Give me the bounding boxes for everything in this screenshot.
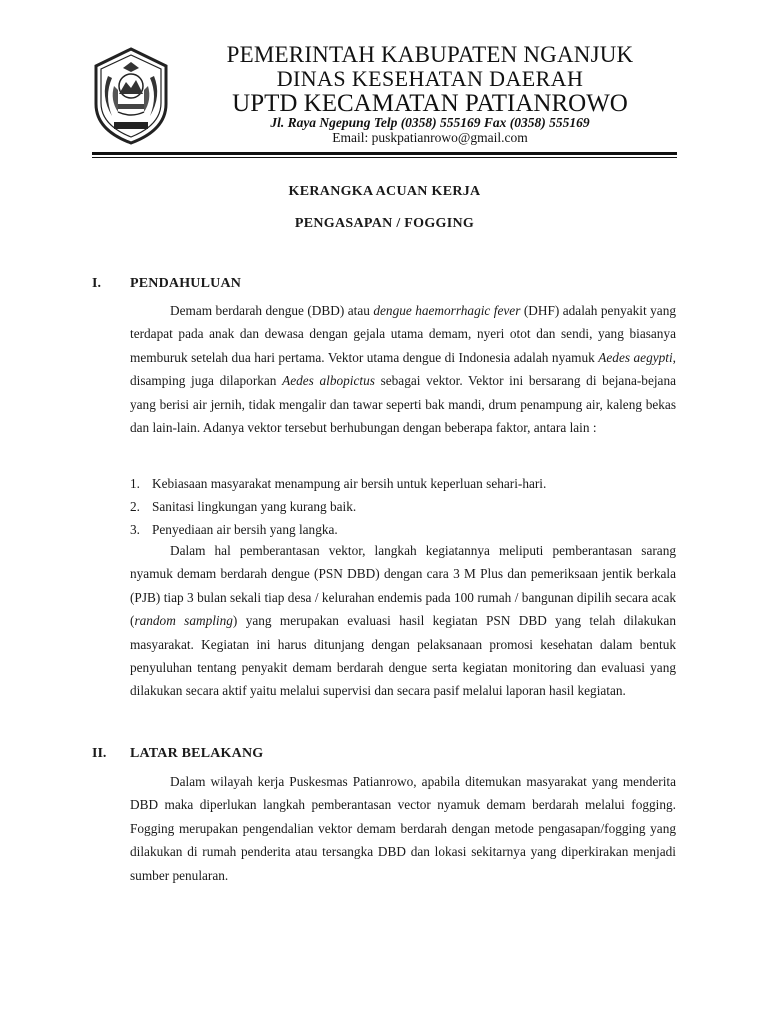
letterhead-line1: PEMERINTAH KABUPATEN NGANJUK	[226, 42, 634, 67]
section2-paragraph1: Dalam wilayah kerja Puskesmas Patianrowo, apabila ditemukan masyarakat yang menderita DBD maka diperlukan langkah pemberantasan vector nyamuk demam berdarah melalui fogging. Fogging merupakan pengendalian vektor demam berdarah dengan metode pengasapan/fogging yang dilakukan di rumah penderita atau tersangka DBD dan lokasi sekitarnya yang diperkirakan menjadi sumber penularan.	[130, 774, 676, 883]
letterhead-rule-thin	[92, 157, 677, 158]
factor-list	[130, 472, 676, 541]
letterhead-line2: DINAS KESEHATAN DAERAH	[276, 66, 584, 91]
section1-number: I.	[92, 276, 101, 291]
document-subtitle: PENGASAPAN / FOGGING	[294, 216, 475, 231]
letterhead-rule-thick	[92, 152, 677, 155]
letterhead-address: Jl. Raya Ngepung Telp (0358) 555169 Fax (0358) 555169	[270, 115, 590, 130]
list-item: 1. Kebiasaan masyarakat menampung air bersih untuk keperluan sehari-hari.	[130, 476, 547, 491]
letterhead-email: Email: puskpatianrowo@gmail.com	[332, 130, 528, 145]
list-item: 3. Penyediaan air bersih yang langka.	[130, 522, 338, 537]
section1-heading: PENDAHULUAN	[130, 276, 242, 291]
section1-paragraph2: Dalam hal pemberantasan vektor, langkah kegiatannya meliputi pemberantasan sarang nyamuk demam berdarah dengue (PSN DBD) dengan cara 3 M Plus dan pemeriksaan jentik berkala (PJB) tiap 3 bulan sekali tiap desa / kelurahan endemis pada 100 rumah / bangunan dipilih secara acak (random sampling) yang merupakan evaluasi hasil kegiatan PSN DBD yang telah dilakukan masyarakat. Kegiatan ini harus ditunjang dengan pelaksanaan promosi kesehatan dalam bentuk penyuluhan tentang penyakit demam berdarah dengue serta kegiatan monitoring dan evaluasi yang dilakukan secara aktif yaitu melalui supervisi dan secara pasif melalui laporan hasil kegiatan.	[130, 543, 676, 699]
regency-emblem-icon	[90, 46, 172, 146]
letterhead-line3-bold: UPTD KECAMATAN	[232, 90, 459, 117]
list-item: 2. Sanitasi lingkungan yang kurang baik.	[130, 499, 357, 514]
letterhead-line3-rest: PATIANROWO	[458, 90, 628, 117]
section2-heading: LATAR BELAKANG	[130, 746, 264, 761]
section1-paragraph1: Demam berdarah dengue (DBD) atau dengue haemorrhagic fever (DHF) adalah penyakit yang terdapat pada anak dan dewasa dengan gejala utama demam, nyeri otot dan sendi, yang biasanya memburuk setelah dua hari pertama. Vektor utama dengue di Indonesia adalah nyamuk Aedes aegypti, disamping juga dilaporkan Aedes albopictus sebagai vektor. Vektor ini bersarang di bejana-bejana yang berisi air jernih, tidak mengalir dan tawar seperti bak mandi, drum penampung air, kaleng bekas dan lain-lain. Adanya vektor tersebut berhubungan dengan beberapa faktor, antara lain :	[130, 303, 676, 436]
section2-number: II.	[92, 746, 107, 761]
document-title: KERANGKA ACUAN KERJA	[288, 184, 481, 199]
